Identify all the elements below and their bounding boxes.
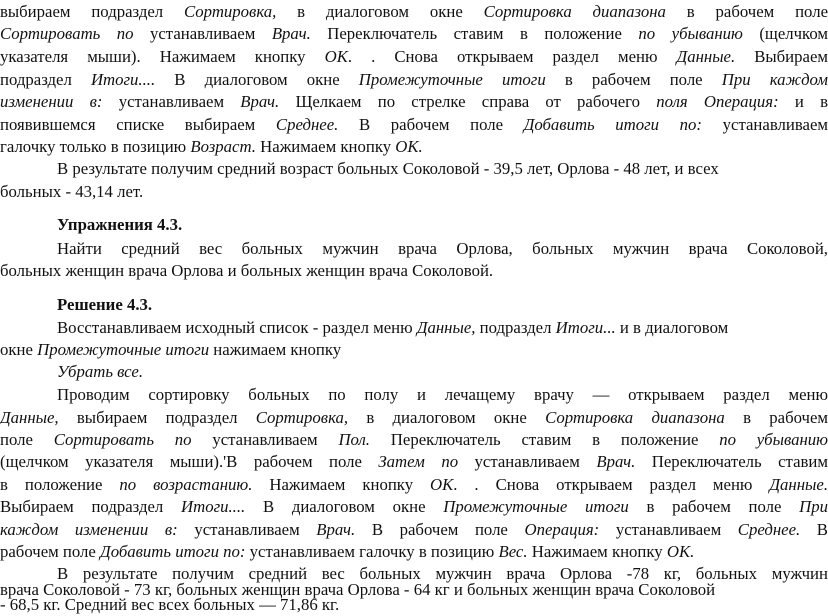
- text: В результате получим средний вес больных мужчин врача Орлова -78 кг, больных мужчин: [57, 564, 828, 583]
- italic-term: Сортировка диапазона: [483, 2, 666, 21]
- text: в положение: [0, 475, 120, 494]
- italic-term: Пол.: [338, 430, 370, 449]
- italic-term: Сортировка,: [184, 2, 277, 21]
- text: Щелкаем по стрелке справа от рабочего: [279, 92, 657, 111]
- italic-term: ОК.: [395, 137, 423, 156]
- italic-term: Данные,: [0, 408, 59, 427]
- text: выбираем подраздел: [58, 408, 256, 427]
- italic-term: Возраст.: [190, 137, 256, 156]
- text-line: [0, 135, 828, 158]
- text-line: [57, 383, 828, 406]
- text: устанавливаем: [458, 452, 597, 471]
- text-line: [0, 518, 828, 541]
- text-line: [0, 540, 828, 563]
- solution-heading: Решение 4.3.: [57, 295, 153, 314]
- text: В рабочем поле: [355, 520, 525, 539]
- italic-term: Вес.: [498, 542, 528, 561]
- italic-term: При каждом: [721, 70, 828, 89]
- text: в рабочем: [724, 408, 828, 427]
- text-line: [0, 450, 828, 473]
- text: больных женщин врача Орлова и больных женщин врача Соколовой.: [0, 261, 494, 280]
- italic-term: Итоги....: [181, 497, 246, 516]
- italic-term: Сортировать по: [53, 430, 192, 449]
- italic-term: При: [799, 497, 828, 516]
- text: Восстанавливаем исходный список - раздел меню: [57, 318, 417, 337]
- text: В: [800, 520, 828, 539]
- italic-term: по убыванию: [719, 430, 828, 449]
- text: Переключатель ставим: [635, 452, 828, 471]
- italic-term: Промежуточные итоги: [443, 497, 629, 516]
- text: Нажимаем кнопку: [252, 475, 431, 494]
- text: подраздел: [0, 70, 91, 89]
- text-line: [0, 428, 828, 451]
- text-line: [0, 22, 828, 45]
- text-line: [0, 0, 828, 23]
- italic-term: Затем по: [378, 452, 459, 471]
- text-line: [0, 406, 828, 429]
- italic-term: ОК: [324, 47, 348, 66]
- text: устанавливаем: [133, 24, 272, 43]
- italic-term: Убрать все.: [57, 362, 144, 381]
- text: . . Снова открываем раздел меню: [347, 47, 677, 66]
- text: устанавливаем: [702, 115, 828, 134]
- text: В рабочем поле: [338, 115, 524, 134]
- text-line: [0, 338, 828, 361]
- italic-term: Сортировка,: [255, 408, 349, 427]
- text: врача Соколовой - 73 кг, больных женщин врача Орлова - 64 кг и больных женщин врача Соколовой: [0, 580, 716, 599]
- text-line: [57, 360, 828, 383]
- text: подраздел: [475, 318, 556, 337]
- text: в рабочем поле: [628, 497, 800, 516]
- text: Проводим сортировку больных по полу и лечащему врачу — открываем раздел меню: [57, 385, 828, 404]
- text: . . Снова открываем раздел меню: [453, 475, 770, 494]
- italic-term: Сортировка диапазона: [545, 408, 725, 427]
- text: окне: [0, 340, 38, 359]
- italic-term: Итоги...: [555, 318, 616, 337]
- text-line: [0, 45, 828, 68]
- italic-term: Врач.: [271, 24, 311, 43]
- text: - 68,5 кг. Средний вес всех больных — 71,86 кг.: [0, 595, 340, 614]
- italic-term: Добавить итоги по:: [523, 115, 703, 134]
- text: в диалоговом окне: [276, 2, 484, 21]
- text: устанавливаем: [599, 520, 738, 539]
- italic-term: Среднее.: [275, 115, 339, 134]
- text: нажимаем кнопку: [209, 340, 342, 359]
- exercise-heading: Упражнения 4.3.: [57, 215, 183, 234]
- text: В диалоговом окне: [155, 70, 359, 89]
- italic-term: Данные,: [416, 318, 476, 337]
- text: указателя мыши). Нажимаем кнопку: [0, 47, 325, 66]
- text-line: [0, 495, 828, 518]
- text-line: [0, 593, 828, 616]
- text: Найти средний вес больных мужчин врача Орлова, больных мужчин врача Соколовой,: [57, 239, 828, 258]
- text-line: [57, 237, 828, 260]
- italic-term: Промежуточные итоги: [358, 70, 546, 89]
- text: устанавливаем: [191, 430, 339, 449]
- text: в рабочем поле: [545, 70, 722, 89]
- text-line: [0, 259, 828, 282]
- text-line: [57, 316, 828, 339]
- text-line: [0, 180, 828, 203]
- text: выбираем подраздел: [0, 2, 185, 21]
- text: в диалоговом окне: [348, 408, 546, 427]
- text: Нажимаем кнопку: [527, 542, 667, 561]
- italic-term: ОК.: [666, 542, 695, 561]
- text: больных - 43,14 лет.: [0, 182, 144, 201]
- text-line: [0, 90, 828, 113]
- italic-term: Врач.: [596, 452, 636, 471]
- text: Выбираем подраздел: [0, 497, 181, 516]
- text-line: [0, 473, 828, 496]
- text: Переключатель ставим в положение: [370, 430, 720, 449]
- text: устанавливаем галочку в позицию: [245, 542, 499, 561]
- italic-term: по убыванию: [638, 24, 743, 43]
- text-line: [0, 113, 828, 136]
- italic-term: каждом изменении в:: [0, 520, 178, 539]
- italic-term: Добавить итоги по:: [100, 542, 246, 561]
- text: поле: [0, 430, 54, 449]
- text: (щелчком: [742, 24, 828, 43]
- italic-term: Среднее.: [737, 520, 801, 539]
- italic-term: Врач.: [316, 520, 356, 539]
- italic-term: ОК: [430, 475, 454, 494]
- italic-term: Данные.: [769, 475, 828, 494]
- italic-term: Врач.: [240, 92, 280, 111]
- text: устанавливаем: [177, 520, 317, 539]
- italic-term: Промежуточные итоги: [37, 340, 210, 359]
- text-line: [0, 68, 828, 91]
- text: Выбираем: [735, 47, 828, 66]
- italic-term: Операция:: [524, 520, 600, 539]
- text: устанавливаем: [102, 92, 241, 111]
- text: и в диалоговом: [615, 318, 729, 337]
- text: (щелчком указателя мыши).'В рабочем поле: [0, 452, 379, 471]
- italic-term: изменении в:: [0, 92, 103, 111]
- italic-term: Данные.: [676, 47, 736, 66]
- text: Нажимаем кнопку: [255, 137, 396, 156]
- italic-term: Итоги....: [90, 70, 156, 89]
- text-line: [57, 157, 828, 180]
- text: появившемся списке выбираем: [0, 115, 276, 134]
- italic-term: Сортировать по: [0, 24, 134, 43]
- italic-term: по возрастанию.: [119, 475, 253, 494]
- text: в рабочем поле: [665, 2, 828, 21]
- text: В диалоговом окне: [245, 497, 444, 516]
- italic-term: поля Операция:: [656, 92, 779, 111]
- text: и в: [778, 92, 828, 111]
- text: В результате получим средний возраст больных Соколовой - 39,5 лет, Орлова - 48 лет, и всех: [57, 159, 719, 178]
- text: Переключатель ставим в положение: [310, 24, 639, 43]
- text: галочку только в позицию: [0, 137, 191, 156]
- text: рабочем поле: [0, 542, 101, 561]
